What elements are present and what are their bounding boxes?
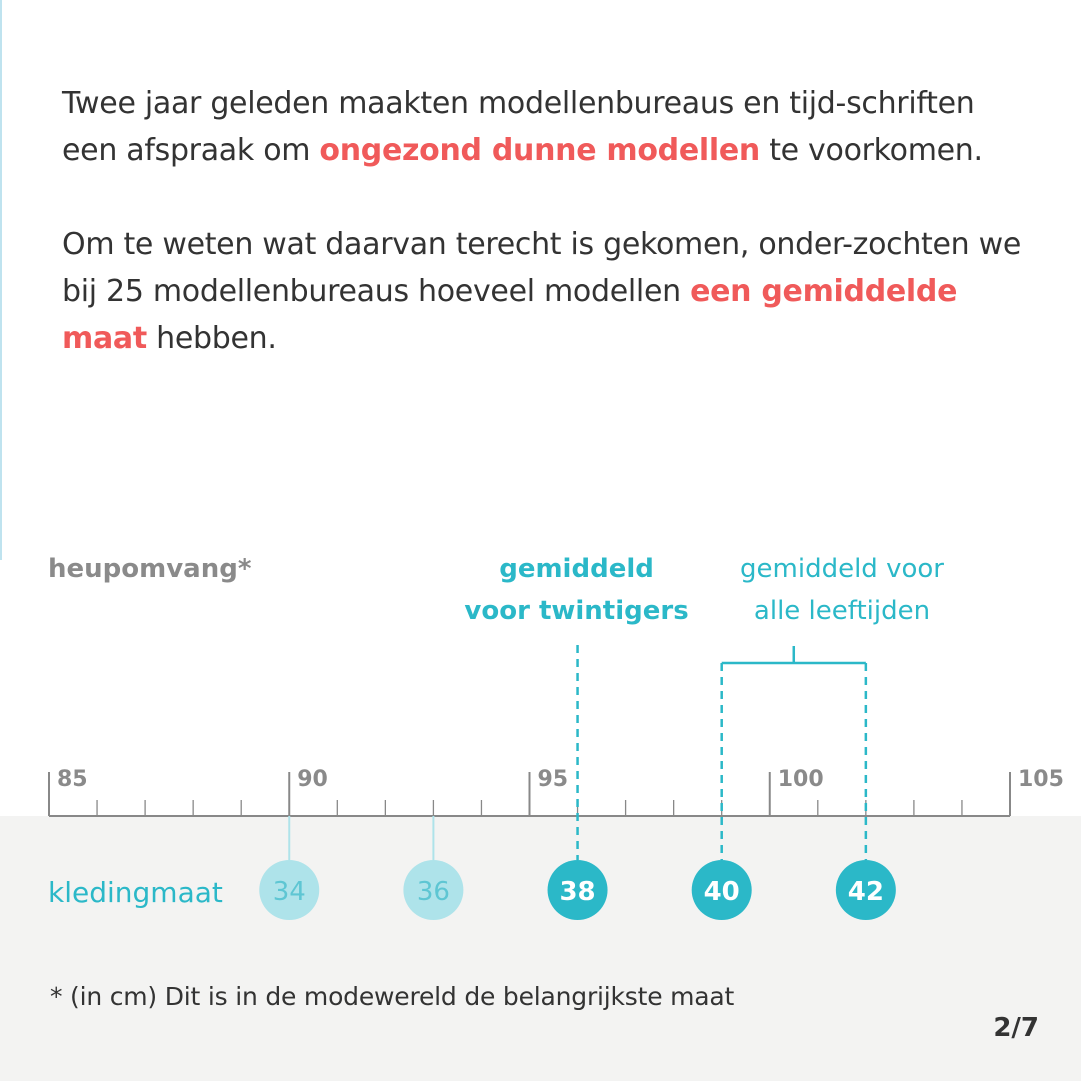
tick-label: 105 — [1018, 767, 1064, 792]
intro-p1-text-b: te voorkomen. — [759, 133, 983, 168]
axis-label: heupomvang* — [48, 554, 252, 584]
annotation-all-ages-line2: alle leeftijden — [753, 596, 931, 626]
intro-p2-text-b: hebben. — [146, 321, 277, 356]
intro-p1-text-a: Twee jaar geleden maakten modellenbureaus en tijd-schriften een afspraak om — [62, 86, 975, 168]
size-label: 40 — [703, 877, 740, 907]
annotation-all-ages-line1: gemiddeld voor — [740, 554, 944, 584]
intro-p2-highlight: een gemiddelde maat — [62, 274, 958, 356]
tick-label: 100 — [777, 767, 824, 792]
size-label: 34 — [272, 877, 306, 907]
tick-label: 90 — [297, 767, 328, 792]
annotation-twenties-line2: voor twintigers — [464, 596, 689, 626]
size-row-label: kledingmaat — [48, 876, 223, 909]
tick-label: 95 — [537, 767, 569, 792]
page-number: 2/7 — [993, 1013, 1039, 1043]
intro-p2-text-a: Om te weten wat daarvan terecht is gekomen, onder-zochten we bij 25 modellenbureaus hoeveel modellen — [62, 227, 1022, 309]
tick-label: 85 — [57, 767, 88, 792]
intro-p1-highlight: ongezond dunne modellen — [319, 133, 760, 168]
size-label: 38 — [559, 877, 596, 907]
footnote: * (in cm) Dit is in de modewereld de belangrijkste maat — [50, 982, 735, 1011]
size-label: 42 — [847, 877, 884, 907]
size-label: 36 — [416, 877, 450, 907]
annotation-twenties-line1: gemiddeld — [499, 554, 654, 584]
